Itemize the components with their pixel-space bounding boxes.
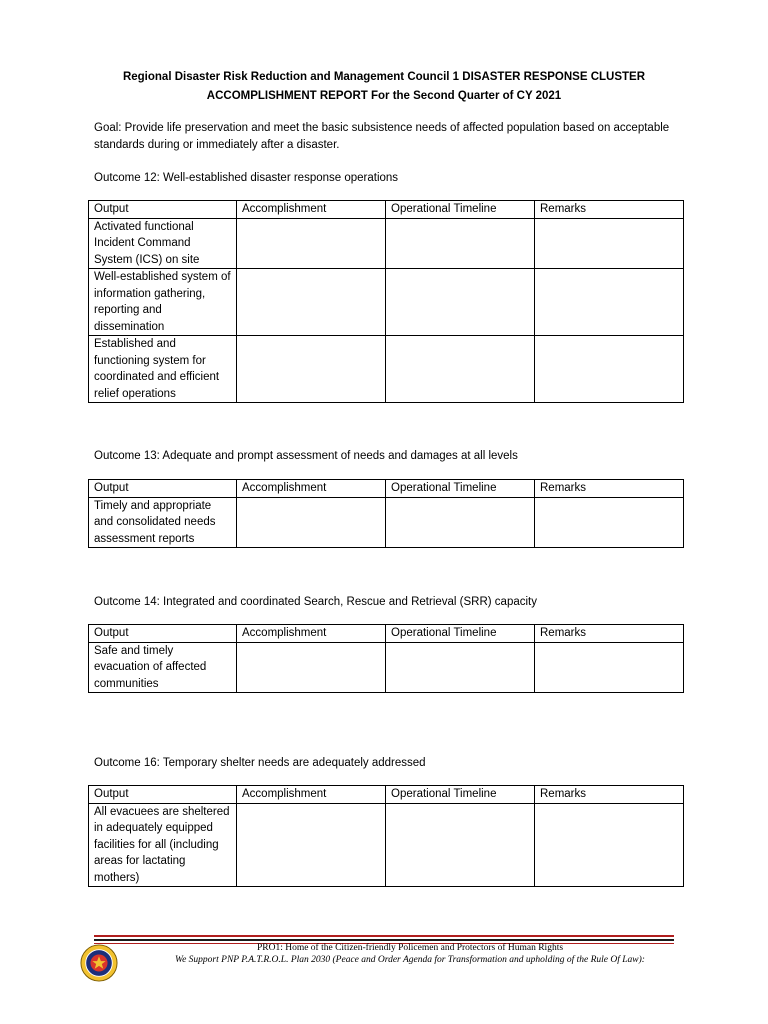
remarks-cell[interactable] [535,803,684,887]
table-header-row [89,201,684,219]
column-header-output: Output [89,786,237,804]
outcome-16-heading: Outcome 16: Temporary shelter needs are adequately addressed [94,757,426,769]
column-header-output: Output [89,480,237,498]
column-header-remarks: Remarks [535,480,684,498]
column-header-operational-timeline: Operational Timeline [386,480,535,498]
output-cell: Timely and appropriate and consolidated needs assessment reports [89,497,237,548]
column-header-output: Output [89,201,237,219]
goal-statement: Goal: Provide life preservation and meet the basic subsistence needs of affected population based on acceptable standards during or immediately after a disaster. [94,122,670,151]
outcome-12-table [88,200,684,403]
timeline-cell[interactable] [386,497,535,548]
remarks-cell[interactable] [535,497,684,548]
timeline-cell[interactable] [386,218,535,269]
table-header-row [89,625,684,643]
column-header-accomplishment: Accomplishment [237,786,386,804]
report-title-line1: Regional Disaster Risk Reduction and Management Council 1 DISASTER RESPONSE CLUSTER [122,71,646,83]
remarks-cell[interactable] [535,336,684,403]
accomplishment-cell[interactable] [237,642,386,693]
column-header-accomplishment: Accomplishment [237,201,386,219]
report-title-line2: ACCOMPLISHMENT REPORT For the Second Quarter of CY 2021 [206,90,562,102]
column-header-remarks: Remarks [535,201,684,219]
accomplishment-cell[interactable] [237,336,386,403]
accomplishment-cell[interactable] [237,218,386,269]
timeline-cell[interactable] [386,336,535,403]
footer-motto: PRO1: Home of the Citizen-friendly Policemen and Protectors of Human Rights [256,943,564,953]
timeline-cell[interactable] [386,803,535,887]
timeline-cell[interactable] [386,269,535,336]
output-cell: All evacuees are sheltered in adequately equipped facilities for all (including areas for lactating mothers) [89,803,237,887]
outcome-13-heading: Outcome 13: Adequate and prompt assessment of needs and damages at all levels [94,450,518,462]
table-row [89,497,684,548]
table-row [89,336,684,403]
table-row [89,269,684,336]
table-row [89,803,684,887]
output-cell: Activated functional Incident Command System (ICS) on site [89,218,237,269]
remarks-cell[interactable] [535,269,684,336]
footer-patrol-plan: We Support PNP P.A.T.R.O.L. Plan 2030 (Peace and Order Agenda for Transformation and upholding of the Rule Of Law): [175,955,645,965]
output-cell: Established and functioning system for coordinated and efficient relief operations [89,336,237,403]
footer-divider-dark [94,939,674,941]
output-cell: Well-established system of information gathering, reporting and dissemination [89,269,237,336]
column-header-accomplishment: Accomplishment [237,625,386,643]
footer-divider-red [94,935,674,937]
accomplishment-cell[interactable] [237,803,386,887]
column-header-operational-timeline: Operational Timeline [386,201,535,219]
table-row [89,642,684,693]
remarks-cell[interactable] [535,218,684,269]
outcome-14-table [88,624,684,693]
column-header-operational-timeline: Operational Timeline [386,625,535,643]
column-header-operational-timeline: Operational Timeline [386,786,535,804]
column-header-accomplishment: Accomplishment [237,480,386,498]
outcome-14-heading: Outcome 14: Integrated and coordinated Search, Rescue and Retrieval (SRR) capacity [94,596,537,608]
table-header-row [89,786,684,804]
output-cell: Safe and timely evacuation of affected communities [89,642,237,693]
table-row [89,218,684,269]
table-header-row [89,480,684,498]
outcome-16-table [88,785,684,887]
column-header-remarks: Remarks [535,786,684,804]
report-title [60,68,708,106]
outcome-12-heading: Outcome 12: Well-established disaster response operations [94,172,399,184]
timeline-cell[interactable] [386,642,535,693]
accomplishment-cell[interactable] [237,497,386,548]
pnp-seal-icon [80,944,118,982]
remarks-cell[interactable] [535,642,684,693]
column-header-remarks: Remarks [535,625,684,643]
outcome-13-table [88,479,684,548]
accomplishment-cell[interactable] [237,269,386,336]
column-header-output: Output [89,625,237,643]
